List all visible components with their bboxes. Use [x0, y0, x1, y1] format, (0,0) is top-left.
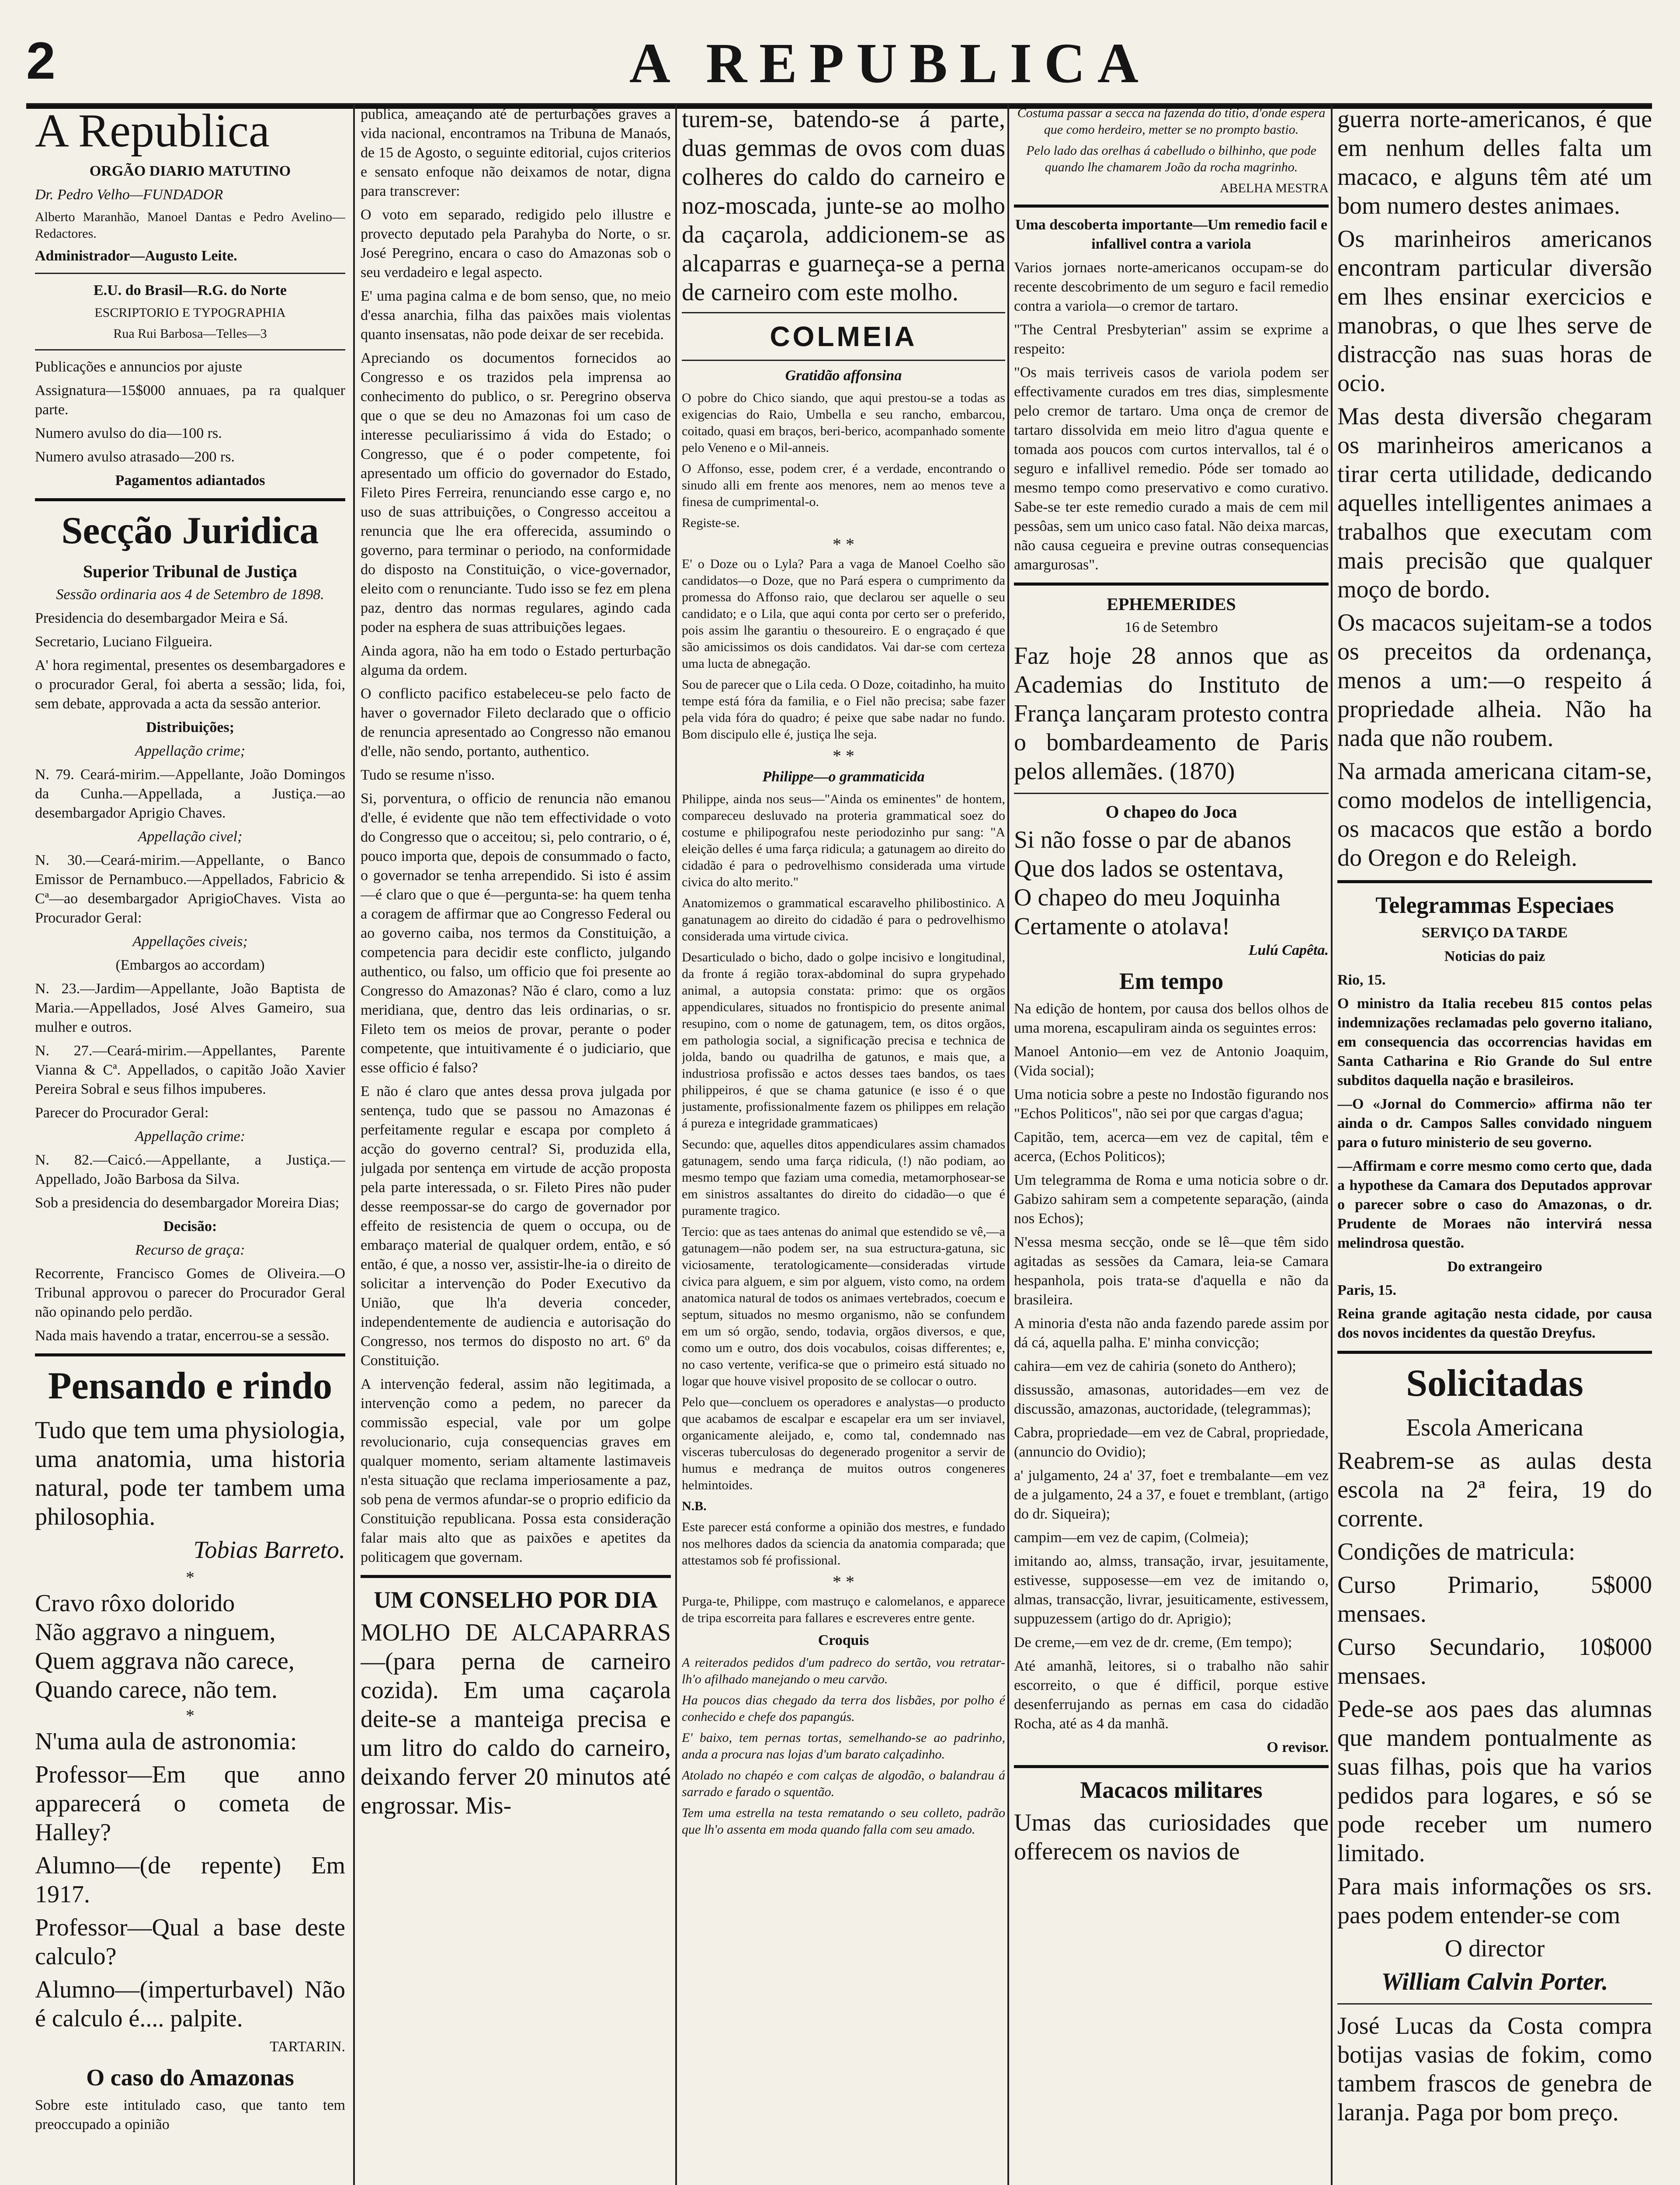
paragraph: Recorrente, Francisco Gomes de Oliveira.—O Tribunal approvou o parecer do Procurador Geral não opinando pelo perdão. [35, 1266, 345, 1320]
verse: A reiterados pedidos d'um padreco do sertão, vou retratar-lh'o afilhado manejando o meu carvão. [682, 1655, 1005, 1686]
section-title: Pensando e rindo [48, 1365, 333, 1407]
session-line: Sessão ordinaria aos 4 de Setembro de 1898. [56, 586, 324, 603]
paragraph: N'uma aula de astronomia: [35, 1728, 297, 1755]
section-title: UM CONSELHO POR DIA [374, 1587, 658, 1613]
subhead: Distribuições; [146, 719, 235, 735]
separator-star: * * [833, 534, 854, 554]
signature: ABELHA MESTRA [1219, 181, 1329, 195]
paragraph: N. 79. Ceará-mirim.—Appellante, João Domingos da Cunha.—Appellada, a Justiça.—ao desembargador Aprigio Chaves. [35, 766, 345, 821]
paragraph: imitando ao, almss, transação, irvar, jesuitamente, estivesse, supposesse—em vez de imitando o, almas, transacção, livrar, jesuiticamente, estivessem, suppuzessem (artigo do dr. Aprigio); [1014, 1553, 1329, 1627]
paragraph: Para mais informações os srs. paes podem entender-se com [1337, 1873, 1652, 1929]
paragraph: Um telegramma de Roma e uma noticia sobre o dr. Gabizo sahiram sem a competente separação, (ainda nos Echos); [1014, 1172, 1329, 1227]
subhead: Appellação crime: [135, 1128, 246, 1145]
paragraph: Registe-se. [682, 516, 740, 530]
paragraph: Capitão, tem, acerca—em vez de capital, têm e acerca, (Echos Politicos); [1014, 1129, 1329, 1165]
paragraph: publica, ameaçando até de perturbações graves a vida nacional, encontramos na Tribuna de Manaós, de 15 de Agosto, o seguinte editorial, cujos criterios e sensato enfoque não deixamos de notar, digna para transcrever: [361, 106, 671, 199]
paragraph: Pede-se aos paes das alumnas que mandem pontualmente as suas filhas, pois que ha varios pedidos para logares, e só se pode receber um numero limitado. [1337, 1696, 1652, 1867]
article-title: Escola Americana [1406, 1414, 1583, 1441]
poem-line: Cravo rôxo dolorido [35, 1590, 235, 1617]
dialogue: Professor—Em que anno apparecerá o cometa de Halley? [35, 1761, 345, 1846]
column-1 [35, 105, 345, 2185]
office-line: ESCRIPTORIO E TYPOGRAPHIA [94, 305, 286, 320]
column-4 [1014, 105, 1329, 2185]
paragraph: De creme,—em vez de dr. creme, (Em tempo); [1014, 1634, 1292, 1651]
poem-line: Certamente o atolava! [1014, 913, 1230, 940]
paragraph: O voto em separado, redigido pelo illustre e provecto deputado pela Parahyba do Norte, o sr. José Peregrino, encara o caso do Amazonas sob o seu verdadeiro e legal aspecto. [361, 207, 671, 281]
paragraph: Sobre este intitulado caso, que tanto tem preoccupado a opinião [35, 2097, 345, 2133]
paragraph: A minoria d'esta não anda fazendo parede assim por dá cá, aquella palha. E' minha convicção; [1014, 1315, 1329, 1351]
verse: Tem uma estrella na testa rematando o seu colleto, padrão que lh'o assenta em moda quando falla com seu amado. [682, 1806, 1005, 1837]
divider [1014, 793, 1329, 794]
paragraph: Faz hoje 28 annos que as Academias do Instituto de França lançaram protesto contra o bombardeamento de Paris pelos allemães. (1870) [1014, 642, 1329, 785]
article-title: Uma descoberta importante—Um remedio facil e infallivel contra a variola [1015, 217, 1328, 252]
paragraph: Até amanhã, leitores, si o trabalho não sahir escorreito, o que é difficil, porque estive desenferrujando as pernas em casa do cidadão Rocha, até as 4 da manhã. [1014, 1658, 1329, 1732]
telegram: —Affirmam e corre mesmo como certo que, dada a hypothese da Camara dos Deputados approvar o parecer sobre o caso do Amazonas, o dr. Prudente de Moraes não intervirá nessa melindrosa questão. [1337, 1158, 1652, 1251]
paragraph: Varios jornaes norte-americanos occupam-se do recente descobrimento de um seguro e facil remedio contra a variola—o cremor de tartaro. [1014, 260, 1329, 314]
subhead: Noticias do paiz [1444, 948, 1545, 964]
poem-line: Que dos lados se ostentava, [1014, 855, 1284, 882]
paragraph: Si, porventura, o officio de renuncia não emanou d'elle, é evidente que não tem effectividade o voto do Congresso que o acceitou; si, pelo contrario, o é, pouco importa que, depois de consummado o facto, o governador se tenha arrependido. Si isto é assim—é claro que o que é—pergunta-se: ha quem tenha a coragem de affirmar que ao Congresso Federal ou ao governo caiba, nos termos da Constituição, a competencia para decidir este conflicto, julgando authentico, ou falso, um officio que foi presente ao Congresso do Amazonas? Não é claro, como a luz meridiana, que, dentro das leis ordinarias, o sr. Fileto tem os meios de provar, perante o poder competente, que intuitivamente é o judiciario, que esse officio é falso? [361, 791, 671, 1076]
divider [35, 498, 345, 501]
paragraph: "The Central Presbyterian" assim se exprime a respeito: [1014, 322, 1329, 357]
colmeia-title: COLMEIA [770, 321, 917, 352]
publications-line: Publicações e annuncios por ajuste [35, 359, 242, 375]
paragraph: Sou de parecer que o Lila ceda. O Doze, coitadinho, ha muito tempe está fóra da familia, e o Fiel não precisa; sabe fazer pela vida fóra do quadro; é peixe que sabe nadar no fundo. Bom discipulo elle é, justiça lhe seja. [682, 677, 1005, 742]
article-title: Em tempo [1119, 968, 1224, 994]
paper-name: A Republica [35, 105, 270, 157]
poem-line: Si não fosse o par de abanos [1014, 826, 1291, 853]
separator-star: * * [833, 746, 854, 766]
paragraph: Pelo que—concluem os operadores e analystas—o producto que acabamos de escalpar e escapelar era um ser inviavel, organicamente aleijado, e, como tal, condemnado nas visceras tuberculosas do degenerado progenitor a servir de humus e medrança de muitos outros congeneres helmintoides. [682, 1395, 1005, 1492]
section-title: Telegrammas Especiaes [1375, 892, 1614, 918]
telegram: Reina grande agitação nesta cidade, por causa dos novos incidentes da questão Dreyfus. [1337, 1306, 1652, 1341]
verse: E' baixo, tem pernas tortas, semelhando-se ao padrinho, anda a procura nas lojas d'um barato calçadinho. [682, 1731, 1005, 1762]
article-title: Philippe—o grammaticida [762, 769, 925, 785]
paragraph: Secretario, Luciano Filgueira. [35, 634, 212, 650]
founder-line: Dr. Pedro Velho—FUNDADOR [35, 187, 223, 203]
paragraph: N. 30.—Ceará-mirim.—Appellante, o Banco Emissor de Pernambuco.—Appellados, Fabricio & Cª—ao desembargador AprigioChaves. Vista ao Procurador Geral: [35, 852, 345, 926]
column-5 [1337, 105, 1652, 2185]
paragraph: Purga-te, Philippe, com mastruço e calomelanos, e apparece de tripa escorreita para fallares e escreveres entre gente. [682, 1594, 1005, 1625]
signature: William Calvin Porter. [1381, 1968, 1608, 1995]
paragraph: Presidencia do desembargador Meira e Sá. [35, 610, 288, 626]
article-title: Croquis [818, 1632, 869, 1648]
subhead: Do extrangeiro [1447, 1259, 1542, 1275]
editors-line: Alberto Maranhão, Manoel Dantas e Pedro Avelino—Redactores. [35, 210, 345, 241]
paragraph: Nada mais havendo a tratar, encerrou-se a sessão. [35, 1328, 330, 1344]
divider [1337, 1351, 1652, 1354]
section-title: EPHEMERIDES [1107, 594, 1236, 614]
paragraph: Ainda agora, não ha em todo o Estado perturbação alguma da ordem. [361, 643, 671, 678]
street-line: Rua Rui Barbosa—Telles—3 [113, 326, 267, 341]
paragraph: O Affonso, esse, podem crer, é a verdade, encontrando o sinudo alli em frente aos menores, nem ao menos teve a finesa de cumprimental-o. [682, 461, 1005, 509]
separator-star: * [186, 1568, 194, 1587]
subhead: Appellação civel; [138, 829, 243, 845]
poem-line: Não aggravo a ninguem, [35, 1619, 276, 1646]
paragraph: Os marinheiros americanos encontram particular diversão em lhes ensinar exercicios e manobras, o que lhes serve de distracção nas suas horas de ocio. [1337, 225, 1652, 397]
paragraph: A intervenção federal, assim não legitimada, a intervenção como a pedem, no parecer da commissão especial, vale por um golpe revolucionario, cuja consequencias graves em qualquer momento, seriam altamente lastimaveis n'esta situação que reclama imperiosamente a paz, sob pena de vermos afundar-se o proprio edificio da Constituição republicana. Possa esta consideração falar mais alto que as paixões e apetites da politicagem que governam. [361, 1376, 671, 1565]
dialogue: Alumno—(imperturbavel) Não é calculo é.... palpite. [35, 1976, 345, 2032]
paragraph: Tercio: que as taes antenas do animal que estendido se vê,—a gatunagem—não podem ser, na sua estructura-gatuna, sic viciosamente, teratologicamente—consideradas virtude civica para alguem, e sim por alguem, visto como, na ordem anatomica natural de todos os animaes vertebrados, coecum e septum, situados no mesmo organismo, não se confundem em um só orgão, sendo, todavia, orgãos diversos, e que, como um e outro, dos dois vocabulos, coisas differentes; e, no caso vertente, verifica-se que o primeiro está situado no logar que houve visivel proposito de se collocar o outro. [682, 1224, 1005, 1388]
paragraph: a' julgamento, 24 a' 37, foet e trembalante—em vez de a julgamento, 24 a 37, e fouet e tremblant, (artigo do dr. Siqueira); [1014, 1467, 1329, 1522]
paragraph: turem-se, batendo-se á parte, duas gemmas de ovos com duas colheres do caldo do carneiro e noz-moscada, junte-se ao molho da caçarola, addicionem-se as alcaparras e guarneça-se a perna de carneiro com este molho. [682, 106, 1005, 306]
admin-line: Administrador—Augusto Leite. [35, 248, 237, 264]
paragraph: N'essa mesma secção, onde se lê—que têm sido agitadas as sessões da Camara, leia-se Camara hespanhola, pois trata-se d'aquella e não da brasileira. [1014, 1234, 1329, 1308]
paragraph: N.B. [682, 1499, 707, 1513]
paragraph: Cabra, propriedade—em vez de Cabral, propriedade, (annuncio do Ovidio); [1014, 1425, 1329, 1460]
newspaper-title: A REPUBLICA [629, 32, 1151, 95]
column-separator [675, 105, 677, 2185]
paragraph: dissussão, amasonas, autoridades—em vez de discussão, amazonas, auctoridade, (telegrammas); [1014, 1382, 1329, 1417]
paragraph: Condições de matricula: [1337, 1538, 1576, 1565]
quote: Tudo que tem uma physiologia, uma anatomia, uma historia natural, pode ter tambem uma philosophia. [35, 1417, 345, 1530]
paragraph: Umas das curiosidades que offerecem os navios de [1014, 1809, 1329, 1865]
signature: O revisor. [1267, 1739, 1329, 1755]
dialogue: Alumno—(de repente) Em 1917. [35, 1852, 345, 1908]
address-line: E.U. do Brasil—R.G. do Norte [94, 282, 287, 298]
verse: Atolado no chapéo e com calças de algodão, o balandrau á sarrado e farado o squentão. [682, 1768, 1005, 1799]
section-title: Secção Juridica [61, 510, 319, 552]
paragraph: A' hora regimental, presentes os desembargadores e o procurador Geral, foi aberta a sessão; lida, foi, sem debate, approvada a acta da sessão anterior. [35, 657, 345, 712]
paragraph: Secundo: que, aquelles ditos appendiculares assim chamados gatunagem, sendo uma farça ridicula, (!) não podiam, ao mesmo tempo que faziam uma comedia, metamorphosear-se em sinistros assaltantes do direito do cidadão—o que é puramente tragico. [682, 1137, 1005, 1218]
paragraph: N. 23.—Jardim—Appellante, João Baptista de Maria.—Appellados, José Alves Gameiro, sua mulher e outros. [35, 981, 345, 1035]
divider [361, 1575, 671, 1578]
paragraph: Parecer do Procurador Geral: [35, 1105, 209, 1121]
subhead: Appellações civeis; [132, 933, 248, 950]
paragraph: Sob a presidencia do desembargador Moreira Dias; [35, 1195, 340, 1211]
paragraph: O pobre do Chico siando, que aqui prestou-se a todas as exigencias do Raio, Umbella e seu rancho, embarcou, coitado, quasi em braços, beri-berico, acompanhado somente pelo Veneno e o Mil-anneis. [682, 391, 1005, 455]
poem-line: Quando carece, não tem. [35, 1676, 278, 1703]
divider [35, 349, 345, 350]
signature: Lulú Capêta. [1248, 942, 1329, 958]
column-separator [1007, 105, 1009, 2185]
paragraph: "Os mais terriveis casos de variola podem ser effectivamente curados em tres dias, simplesmente pelo cremor de tartaro. Uma onça de cremor de tartaro dissolvida em meio litro d'agua quente e tomada aos poucos com curtos intervallos, tal é o seguro e infallivel remedio. Póde ser tomado ao mesmo tempo como preservativo e como curativo. Sabe-se ter este remedio curado a mais de cem mil pessôas, sem um unico caso fatal. Não deixa marcas, não causa cegueira e previne outras consequencias amargurosas". [1014, 364, 1329, 573]
paragraph: Mas desta diversão chegaram os marinheiros americanos a tirar certa utilidade, dedicando aquelles intelligentes animaes a trabalhos que executam com mais precisão que qualquer moço de bordo. [1337, 403, 1652, 603]
dateline: Paris, 15. [1337, 1282, 1397, 1298]
payment-line: Pagamentos adiantados [115, 472, 265, 489]
telegram: O ministro da Italia recebeu 815 contos pelas indemnizações reclamadas pelo governo italiano, em consequencia das occorrencias havidas em Santa Catharina e Rio Grande do Sul entre subditos daquella nação e brasileiros. [1337, 995, 1652, 1089]
article-title: Gratidão affonsina [785, 368, 902, 384]
paragraph: N. 27.—Ceará-mirim.—Appellantes, Parente Vianna & Cª. Appellados, o capitão João Xavier Pereira Sobral e seus filhos impuberes. [35, 1043, 345, 1097]
poem-line: O chapeo do meu Joquinha [1014, 884, 1281, 911]
paragraph: Na edição de hontem, por causa dos bellos olhos de uma morena, escapuliram ainda os seguintes erros: [1014, 1001, 1329, 1036]
divider [1014, 583, 1329, 586]
dateline: Rio, 15. [1337, 972, 1386, 988]
section-title: Solicitadas [1406, 1362, 1583, 1405]
article-title: O caso do Amazonas [86, 2064, 294, 2091]
separator-star: * * [833, 1572, 854, 1592]
paragraph: Manoel Antonio—em vez de Antonio Joaquim, (Vida social); [1014, 1044, 1329, 1079]
avulso-line: Numero avulso do dia—100 rs. [35, 425, 222, 441]
paragraph: Anatomizemos o grammatical escaravelho philibostinico. A ganatunagem ao direito do cidadão é para o pedrovelhismo considerada uma virtude civica. [682, 896, 1005, 943]
paragraph: Na armada americana citam-se, como modelos de intelligencia, os macacos que estão a bordo do Oregon e do Releigh. [1337, 758, 1652, 871]
paragraph: E' o Doze ou o Lyla? Para a vaga de Manoel Coelho são candidatos—o Doze, que no Pará espera o cumprimento da promessa do Affonso raio, que declarou ser aquelle o seu candidato; e o Lila, que aqui conta por certo ser o preferido, pois assim lhe garantiu o thesoureiro. E o engraçado é que são amicissimos os dois candidatos. Vai dar-se com certeza uma lucta de abnegação. [682, 557, 1005, 671]
paragraph: Curso Primario, 5$000 mensaes. [1337, 1571, 1652, 1627]
column-separator [1331, 105, 1333, 2185]
divider [35, 273, 345, 274]
paragraph: E não é claro que antes dessa prova julgada por sentença, tudo que se passou no Amazonas é perfeitamente regular e escapa por completo á acção do governo central? Si, produzida ella, julgada por sentença em virtude de acção proposta pela parte interessada, o sr. Fileto Pires não puder desse reempossar-se do cargo de governador por effeito de resistencia de quem o occupa, ou de embaraço material de qualquer ordem, então, e só então, é que, a nosso ver, assistir-lhe-ia o direito de solicitar a intervenção do Poder Executivo da União, que lh'a deveria conceder, independentemente de audiencia e autorisação do Congresso, nos termos do disposto no art. 6º da Constituição. [361, 1083, 671, 1369]
telegram: —O «Jornal do Commercio» affirma não ter ainda o dr. Campos Salles convidado ninguem para o futuro ministerio de seu governo. [1337, 1096, 1652, 1151]
subhead: Appellação crime; [135, 743, 246, 759]
paragraph: Philippe, ainda nos seus—"Ainda os eminentes" de hontem, compareceu desluvado na proteria grammatical soez do costume e philipografou neste periodozinho pur sang: "A eleição delles é uma farça ridicula; a gatunagem ao direito do cidadão é para o pedrovelhismo considerada uma virtude civica do alto merito." [682, 792, 1005, 889]
column-2 [361, 105, 671, 2185]
separator-star: * [186, 1706, 194, 1725]
paragraph: E' uma pagina calma e de bom senso, que, no meio d'essa anarchia, filha das paixões mais violentas quanto insensatas, não pode deixar de ser recebida. [361, 288, 671, 343]
subhead: (Embargos ao accordam) [115, 957, 265, 973]
ephemerides-date: 16 de Setembro [1125, 619, 1218, 635]
court-title: Superior Tribunal de Justiça [83, 562, 298, 581]
paragraph: Este parecer está conforme a opinião dos mestres, e fundado nos melhores dados da sciencia da anatomia comparada; que attestamos sob fé profissional. [682, 1520, 1005, 1568]
paragraph: campim—em vez de capim, (Colmeia); [1014, 1530, 1249, 1546]
poem-line: Quem aggrava não carece, [35, 1647, 295, 1675]
article-title: O chapeo do Joca [1105, 802, 1237, 822]
subscription-line: Assignatura—15$000 annuaes, pa ra qualquer parte. [35, 382, 345, 418]
divider [1014, 205, 1329, 208]
masthead [26, 31, 1652, 95]
article-title: Macacos militares [1080, 1777, 1263, 1803]
divider [1337, 880, 1652, 883]
signature: TARTARIN. [270, 2039, 345, 2055]
paragraph: Desarticulado o bicho, dado o golpe incisivo e longitudinal, da fronte á região torax-abdominal do supra grypehado animal, a autopsia constata: primo: que os orgãos appendiculares, situados no frontispicio do presente animal resupino, com o nome de gatunagem, tem, os ditos orgãos, em pathologia social, a significação precisa e technica de jolda, bando ou quadrilha de gatunos, e mais que, a industriosa profissão e actos desses taes bandos, os taes philippeiros, é que se chama gatunice (e isso é o que justamente, profissionalmente fazem os philippes em relação á pureza e integridade grammaticaes) [682, 950, 1005, 1131]
paragraph: cahira—em vez de cahiria (soneto do Anthero); [1014, 1358, 1296, 1374]
dialogue: Professor—Qual a base deste calculo? [35, 1914, 345, 1970]
paragraph: MOLHO DE ALCAPARRAS—(para perna de carneiro cozida). Em uma caçarola deite-se a manteiga precisa e um litro do caldo do carneiro, deixando ferver 20 minutos até engrossar. Mis- [361, 1619, 671, 1819]
page-number: 2 [26, 31, 56, 90]
divider [35, 1353, 345, 1356]
verse: Ha poucos dias chegado da terra dos lisbães, por polho é conhecido e chefe dos papangús. [682, 1693, 1005, 1724]
paragraph: N. 82.—Caicó.—Appellante, a Justiça.—Appellado, João Barbosa da Silva. [35, 1152, 345, 1187]
colmeia-banner [682, 312, 1005, 361]
paragraph: Curso Secundario, 10$000 mensaes. [1337, 1634, 1652, 1689]
subhead: Recurso de graça: [135, 1242, 245, 1258]
verse: Pelo lado das orelhas á cabelludo o bilhinho, que pode quando lhe chamarem João da rocha magrinho. [1026, 143, 1316, 174]
column-separator [353, 105, 355, 2185]
paragraph: O director [1444, 1935, 1545, 1962]
divider [1337, 2003, 1652, 2005]
paragraph: José Lucas da Costa compra botijas vasias de fokim, como tambem frascos de genebra de laranja. Paga por bom preço. [1337, 2012, 1652, 2126]
subhead: Decisão: [163, 1218, 217, 1235]
paragraph: Os macacos sujeitam-se a todos os preceitos da ordenança, menos a um:—o respeito á propriedade alheia. Não ha nada que não roubem. [1337, 609, 1652, 752]
paper-subtitle: ORGÃO DIARIO MATUTINO [89, 163, 291, 179]
paragraph: Uma noticia sobre a peste no Indostão figurando nos "Echos Politicos", não sei por que cargas d'agua; [1014, 1086, 1329, 1122]
paragraph: guerra norte-americanos, é que em nenhum delles falta um macaco, e alguns têm até um bom numero destes animaes. [1337, 106, 1652, 219]
atrasado-line: Numero avulso atrasado—200 rs. [35, 449, 235, 465]
divider [1014, 1765, 1329, 1768]
subhead: SERVIÇO DA TARDE [1422, 925, 1568, 941]
paragraph: O conflicto pacifico estabeleceu-se pelo facto de haver o governador Fileto declarado que o officio de renuncia apresentado ao Congresso não emanou d'elle, não sendo, portanto, authentico. [361, 686, 671, 760]
column-3 [682, 105, 1005, 2185]
verse: Costuma passar a secca na fazenda do titio, d'onde espera que como herdeiro, metter se no prompto bastio. [1017, 106, 1326, 137]
quote-author: Tobias Barreto. [193, 1536, 345, 1564]
paragraph: Apreciando os documentos fornecidos ao Congresso e os trazidos pela imprensa ao conhecimento do publico, o sr. Peregrino observa que o que se deu no Amazonas foi um caso de interesse peculiarissimo á vida do Estado; o Congresso, que é o poder competente, foi apresentado um officio do governador do Estado, Fileto Pires Ferreira, renunciando esse cargo e, no uso de suas attribuições, o Congresso acceitou a renuncia que lhe era offerecida, assumindo o governo, para terminar o periodo, na conformidade do disposto na Constituição, o vice-governador, eleito com o renunciante. Tudo isso se fez em plena paz, dentro das normas regulares, agindo cada poder na esphera de suas attribuições legaes. [361, 350, 671, 635]
paragraph: Tudo se resume n'isso. [361, 767, 495, 783]
paragraph: Reabrem-se as aulas desta escola na 2ª feira, 19 do corrente. [1337, 1447, 1652, 1532]
